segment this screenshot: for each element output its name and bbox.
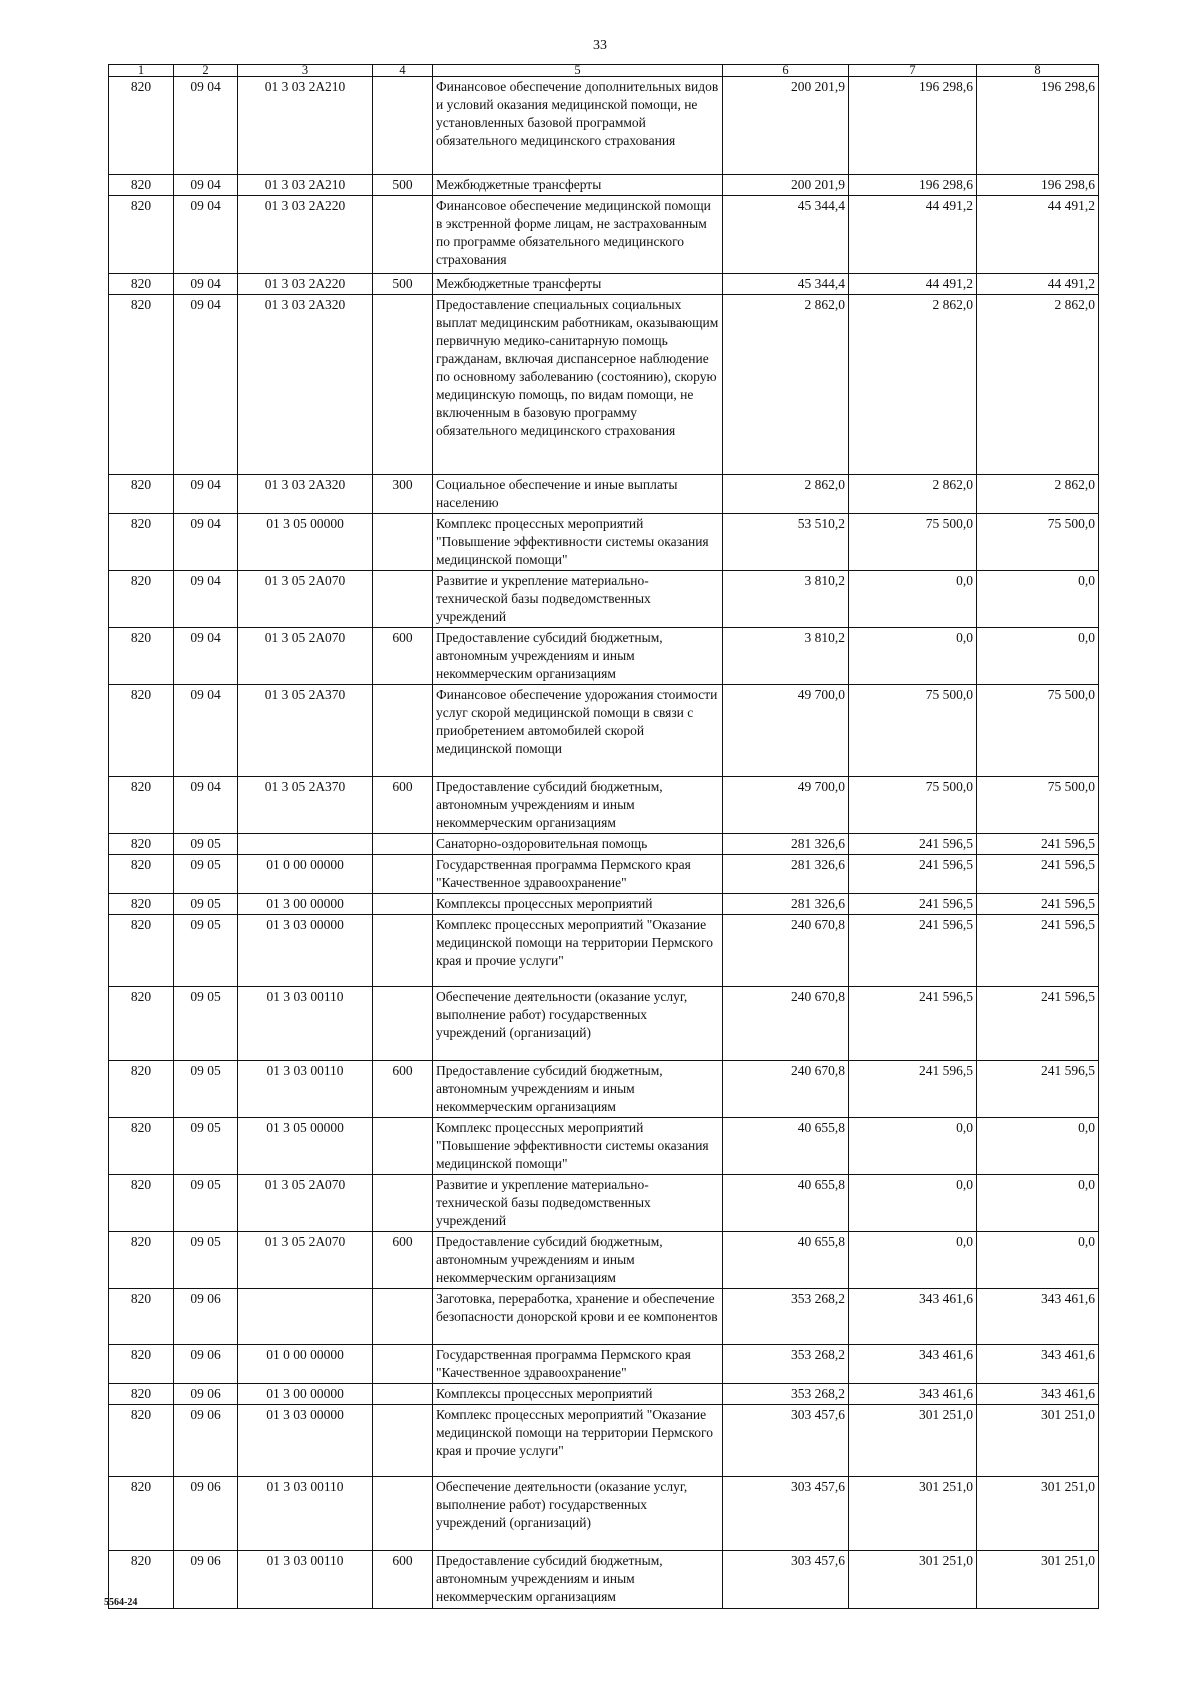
cell-admin-code: 820 (109, 685, 174, 777)
cell-expense-type (373, 1384, 433, 1405)
cell-amount-year-3: 2 862,0 (977, 475, 1099, 514)
cell-admin-code: 820 (109, 1061, 174, 1118)
cell-section-code: 09 06 (174, 1551, 238, 1609)
cell-amount-year-1: 53 510,2 (723, 514, 849, 571)
table-row (109, 1175, 1099, 1232)
cell-admin-code: 820 (109, 834, 174, 855)
cell-amount-year-1: 45 344,4 (723, 196, 849, 274)
cell-amount-year-3: 343 461,6 (977, 1384, 1099, 1405)
cell-amount-year-2: 0,0 (849, 571, 977, 628)
cell-section-code: 09 04 (174, 628, 238, 685)
cell-amount-year-1: 40 655,8 (723, 1118, 849, 1175)
cell-target-code: 01 3 05 2А070 (238, 1175, 373, 1232)
table-row (109, 685, 1099, 777)
cell-amount-year-1: 303 457,6 (723, 1551, 849, 1609)
cell-amount-year-1: 240 670,8 (723, 1061, 849, 1118)
cell-amount-year-2: 241 596,5 (849, 894, 977, 915)
cell-amount-year-2: 0,0 (849, 1118, 977, 1175)
cell-amount-year-2: 0,0 (849, 1175, 977, 1232)
cell-name: Комплексы процессных мероприятий (433, 1384, 723, 1405)
table-row (109, 777, 1099, 834)
cell-expense-type (373, 196, 433, 274)
cell-expense-type: 500 (373, 274, 433, 295)
cell-amount-year-3: 75 500,0 (977, 514, 1099, 571)
cell-section-code: 09 06 (174, 1405, 238, 1477)
cell-expense-type: 300 (373, 475, 433, 514)
cell-section-code: 09 05 (174, 1175, 238, 1232)
table-row (109, 987, 1099, 1061)
cell-section-code: 09 05 (174, 855, 238, 894)
cell-name: Обеспечение деятельности (оказание услуг, выполнение работ) государственных учреждений (организаций) (433, 1477, 723, 1551)
cell-amount-year-3: 241 596,5 (977, 855, 1099, 894)
cell-amount-year-3: 0,0 (977, 1232, 1099, 1289)
table-row (109, 475, 1099, 514)
cell-admin-code: 820 (109, 196, 174, 274)
cell-target-code: 01 3 03 00110 (238, 1477, 373, 1551)
cell-expense-type (373, 1405, 433, 1477)
cell-admin-code: 820 (109, 475, 174, 514)
table-row (109, 1061, 1099, 1118)
cell-admin-code: 820 (109, 915, 174, 987)
cell-amount-year-3: 44 491,2 (977, 196, 1099, 274)
cell-expense-type: 600 (373, 1232, 433, 1289)
cell-amount-year-3: 301 251,0 (977, 1405, 1099, 1477)
cell-name: Социальное обеспечение и иные выплаты населению (433, 475, 723, 514)
cell-target-code: 01 0 00 00000 (238, 1345, 373, 1384)
cell-amount-year-3: 241 596,5 (977, 915, 1099, 987)
cell-name: Комплекс процессных мероприятий "Повышение эффективности системы оказания медицинской помощи" (433, 1118, 723, 1175)
table-row (109, 77, 1099, 175)
cell-expense-type: 600 (373, 777, 433, 834)
cell-name: Предоставление субсидий бюджетным, автономным учреждениям и иным некоммерческим организациям (433, 1061, 723, 1118)
cell-admin-code: 820 (109, 777, 174, 834)
cell-amount-year-1: 200 201,9 (723, 77, 849, 175)
cell-amount-year-2: 196 298,6 (849, 175, 977, 196)
cell-target-code: 01 3 03 2А210 (238, 77, 373, 175)
cell-amount-year-2: 241 596,5 (849, 834, 977, 855)
cell-target-code: 01 3 03 2А320 (238, 475, 373, 514)
cell-admin-code: 820 (109, 894, 174, 915)
table-row (109, 1289, 1099, 1345)
cell-target-code: 01 3 05 2А370 (238, 685, 373, 777)
cell-admin-code: 820 (109, 1232, 174, 1289)
cell-admin-code: 820 (109, 1289, 174, 1345)
cell-target-code: 01 3 05 2А070 (238, 1232, 373, 1289)
col-header-8: 8 (977, 65, 1099, 77)
cell-admin-code: 820 (109, 1118, 174, 1175)
cell-target-code: 01 3 03 2А210 (238, 175, 373, 196)
cell-amount-year-1: 240 670,8 (723, 987, 849, 1061)
table-row (109, 1118, 1099, 1175)
table-row (109, 628, 1099, 685)
cell-amount-year-1: 281 326,6 (723, 834, 849, 855)
table-row (109, 1384, 1099, 1405)
cell-target-code: 01 3 05 00000 (238, 514, 373, 571)
cell-amount-year-2: 0,0 (849, 628, 977, 685)
cell-amount-year-3: 44 491,2 (977, 274, 1099, 295)
cell-section-code: 09 05 (174, 1232, 238, 1289)
table-row (109, 915, 1099, 987)
cell-amount-year-2: 2 862,0 (849, 295, 977, 475)
cell-amount-year-3: 75 500,0 (977, 685, 1099, 777)
col-header-3: 3 (238, 65, 373, 77)
cell-expense-type (373, 987, 433, 1061)
cell-admin-code: 820 (109, 571, 174, 628)
cell-amount-year-1: 240 670,8 (723, 915, 849, 987)
cell-name: Развитие и укрепление материально-технической базы подведомственных учреждений (433, 571, 723, 628)
cell-amount-year-1: 3 810,2 (723, 571, 849, 628)
cell-amount-year-3: 241 596,5 (977, 1061, 1099, 1118)
cell-admin-code: 820 (109, 987, 174, 1061)
cell-amount-year-2: 301 251,0 (849, 1551, 977, 1609)
cell-expense-type (373, 1289, 433, 1345)
cell-expense-type (373, 915, 433, 987)
cell-section-code: 09 06 (174, 1477, 238, 1551)
cell-expense-type (373, 855, 433, 894)
table-row (109, 274, 1099, 295)
cell-section-code: 09 04 (174, 777, 238, 834)
cell-amount-year-2: 0,0 (849, 1232, 977, 1289)
cell-expense-type: 600 (373, 628, 433, 685)
table-row (109, 196, 1099, 274)
cell-admin-code: 820 (109, 295, 174, 475)
table-row (109, 1477, 1099, 1551)
cell-amount-year-1: 45 344,4 (723, 274, 849, 295)
cell-name: Развитие и укрепление материально-технической базы подведомственных учреждений (433, 1175, 723, 1232)
cell-name: Государственная программа Пермского края "Качественное здравоохранение" (433, 1345, 723, 1384)
cell-section-code: 09 06 (174, 1384, 238, 1405)
cell-amount-year-3: 0,0 (977, 628, 1099, 685)
cell-amount-year-1: 281 326,6 (723, 894, 849, 915)
cell-amount-year-1: 303 457,6 (723, 1477, 849, 1551)
cell-name: Предоставление специальных социальных выплат медицинским работникам, оказывающим первичную медико-санитарную помощь гражданам, включая диспансерное наблюдение по основному заболеванию (состоянию), скорую медицинскую помощь, по видам помощи, не включенным в базовую программу обязательного медицинского страхования (433, 295, 723, 475)
cell-target-code: 01 0 00 00000 (238, 855, 373, 894)
cell-amount-year-3: 2 862,0 (977, 295, 1099, 475)
cell-name: Финансовое обеспечение дополнительных видов и условий оказания медицинской помощи, не установленных базовой программой обязательного медицинского страхования (433, 77, 723, 175)
cell-amount-year-1: 353 268,2 (723, 1384, 849, 1405)
cell-amount-year-1: 2 862,0 (723, 295, 849, 475)
cell-target-code: 01 3 05 2А370 (238, 777, 373, 834)
table-row (109, 1232, 1099, 1289)
cell-expense-type (373, 894, 433, 915)
cell-expense-type (373, 1175, 433, 1232)
cell-expense-type (373, 514, 433, 571)
cell-admin-code: 820 (109, 1175, 174, 1232)
cell-amount-year-2: 75 500,0 (849, 777, 977, 834)
cell-admin-code: 820 (109, 77, 174, 175)
cell-admin-code: 820 (109, 1384, 174, 1405)
col-header-6: 6 (723, 65, 849, 77)
col-header-2: 2 (174, 65, 238, 77)
table-row (109, 1405, 1099, 1477)
table-row (109, 514, 1099, 571)
cell-name: Финансовое обеспечение удорожания стоимости услуг скорой медицинской помощи в связи с приобретением автомобилей скорой медицинской помощи (433, 685, 723, 777)
cell-admin-code: 820 (109, 175, 174, 196)
table-row (109, 175, 1099, 196)
cell-section-code: 09 04 (174, 77, 238, 175)
cell-target-code: 01 3 05 00000 (238, 1118, 373, 1175)
cell-target-code: 01 3 05 2А070 (238, 628, 373, 685)
col-header-5: 5 (433, 65, 723, 77)
cell-amount-year-1: 281 326,6 (723, 855, 849, 894)
cell-target-code: 01 3 03 00110 (238, 1551, 373, 1609)
cell-name: Межбюджетные трансферты (433, 274, 723, 295)
cell-name: Заготовка, переработка, хранение и обеспечение безопасности донорской крови и ее компонентов (433, 1289, 723, 1345)
col-header-7: 7 (849, 65, 977, 77)
budget-table (108, 64, 1099, 1609)
cell-admin-code: 820 (109, 1405, 174, 1477)
table-row (109, 1345, 1099, 1384)
cell-target-code: 01 3 03 2А320 (238, 295, 373, 475)
cell-amount-year-3: 301 251,0 (977, 1551, 1099, 1609)
cell-name: Предоставление субсидий бюджетным, автономным учреждениям и иным некоммерческим организациям (433, 1232, 723, 1289)
cell-name: Предоставление субсидий бюджетным, автономным учреждениям и иным некоммерческим организациям (433, 628, 723, 685)
cell-target-code: 01 3 03 00000 (238, 915, 373, 987)
table-row (109, 855, 1099, 894)
cell-expense-type (373, 295, 433, 475)
cell-target-code: 01 3 05 2А070 (238, 571, 373, 628)
cell-amount-year-1: 200 201,9 (723, 175, 849, 196)
cell-amount-year-2: 44 491,2 (849, 196, 977, 274)
cell-amount-year-2: 196 298,6 (849, 77, 977, 175)
cell-target-code: 01 3 03 00110 (238, 987, 373, 1061)
cell-name: Обеспечение деятельности (оказание услуг, выполнение работ) государственных учреждений (организаций) (433, 987, 723, 1061)
cell-target-code: 01 3 03 00000 (238, 1405, 373, 1477)
cell-amount-year-3: 0,0 (977, 1118, 1099, 1175)
table-body (109, 77, 1099, 1609)
cell-expense-type (373, 685, 433, 777)
cell-target-code: 01 3 00 00000 (238, 1384, 373, 1405)
cell-expense-type (373, 834, 433, 855)
cell-section-code: 09 05 (174, 987, 238, 1061)
cell-expense-type (373, 1477, 433, 1551)
table-row (109, 295, 1099, 475)
cell-amount-year-3: 343 461,6 (977, 1345, 1099, 1384)
cell-name: Комплексы процессных мероприятий (433, 894, 723, 915)
cell-amount-year-2: 75 500,0 (849, 514, 977, 571)
cell-amount-year-2: 241 596,5 (849, 855, 977, 894)
cell-target-code (238, 834, 373, 855)
table-row (109, 894, 1099, 915)
cell-section-code: 09 04 (174, 295, 238, 475)
cell-admin-code: 820 (109, 628, 174, 685)
cell-amount-year-3: 0,0 (977, 1175, 1099, 1232)
header-row (109, 65, 1099, 77)
cell-admin-code: 820 (109, 855, 174, 894)
cell-amount-year-3: 196 298,6 (977, 77, 1099, 175)
cell-amount-year-2: 241 596,5 (849, 1061, 977, 1118)
cell-section-code: 09 05 (174, 834, 238, 855)
cell-admin-code: 820 (109, 274, 174, 295)
cell-amount-year-3: 301 251,0 (977, 1477, 1099, 1551)
cell-amount-year-3: 0,0 (977, 571, 1099, 628)
cell-expense-type (373, 1118, 433, 1175)
cell-amount-year-2: 75 500,0 (849, 685, 977, 777)
cell-name: Санаторно-оздоровительная помощь (433, 834, 723, 855)
cell-amount-year-1: 49 700,0 (723, 777, 849, 834)
cell-expense-type (373, 77, 433, 175)
cell-amount-year-2: 343 461,6 (849, 1345, 977, 1384)
cell-section-code: 09 06 (174, 1289, 238, 1345)
cell-amount-year-1: 49 700,0 (723, 685, 849, 777)
cell-amount-year-2: 343 461,6 (849, 1384, 977, 1405)
cell-amount-year-3: 343 461,6 (977, 1289, 1099, 1345)
cell-name: Комплекс процессных мероприятий "Оказание медицинской помощи на территории Пермского края и прочие услуги" (433, 1405, 723, 1477)
cell-amount-year-2: 2 862,0 (849, 475, 977, 514)
cell-name: Предоставление субсидий бюджетным, автономным учреждениям и иным некоммерческим организациям (433, 1551, 723, 1609)
cell-section-code: 09 04 (174, 514, 238, 571)
cell-expense-type: 600 (373, 1061, 433, 1118)
cell-expense-type (373, 571, 433, 628)
cell-amount-year-1: 2 862,0 (723, 475, 849, 514)
table-row (109, 571, 1099, 628)
cell-amount-year-1: 40 655,8 (723, 1232, 849, 1289)
cell-amount-year-1: 3 810,2 (723, 628, 849, 685)
cell-amount-year-3: 241 596,5 (977, 834, 1099, 855)
cell-section-code: 09 04 (174, 175, 238, 196)
cell-expense-type (373, 1345, 433, 1384)
col-header-4: 4 (373, 65, 433, 77)
cell-section-code: 09 05 (174, 1118, 238, 1175)
cell-target-code (238, 1289, 373, 1345)
cell-section-code: 09 04 (174, 571, 238, 628)
cell-admin-code: 820 (109, 1345, 174, 1384)
cell-amount-year-2: 301 251,0 (849, 1405, 977, 1477)
cell-section-code: 09 05 (174, 915, 238, 987)
cell-name: Комплекс процессных мероприятий "Повышение эффективности системы оказания медицинской помощи" (433, 514, 723, 571)
cell-target-code: 01 3 00 00000 (238, 894, 373, 915)
cell-section-code: 09 05 (174, 1061, 238, 1118)
cell-section-code: 09 04 (174, 274, 238, 295)
cell-amount-year-3: 196 298,6 (977, 175, 1099, 196)
cell-section-code: 09 04 (174, 685, 238, 777)
cell-expense-type: 600 (373, 1551, 433, 1609)
cell-expense-type: 500 (373, 175, 433, 196)
cell-amount-year-2: 241 596,5 (849, 915, 977, 987)
cell-amount-year-3: 241 596,5 (977, 987, 1099, 1061)
cell-name: Комплекс процессных мероприятий "Оказание медицинской помощи на территории Пермского края и прочие услуги" (433, 915, 723, 987)
table-row (109, 834, 1099, 855)
cell-amount-year-2: 44 491,2 (849, 274, 977, 295)
cell-admin-code: 820 (109, 1551, 174, 1609)
cell-target-code: 01 3 03 00110 (238, 1061, 373, 1118)
table-row (109, 1551, 1099, 1609)
cell-section-code: 09 06 (174, 1345, 238, 1384)
cell-section-code: 09 05 (174, 894, 238, 915)
cell-amount-year-1: 40 655,8 (723, 1175, 849, 1232)
cell-admin-code: 820 (109, 514, 174, 571)
cell-name: Финансовое обеспечение медицинской помощи в экстренной форме лицам, не застрахованным по программе обязательного медицинского страхования (433, 196, 723, 274)
cell-amount-year-3: 241 596,5 (977, 894, 1099, 915)
cell-target-code: 01 3 03 2А220 (238, 274, 373, 295)
cell-amount-year-1: 353 268,2 (723, 1289, 849, 1345)
document-code: 5564-24 (104, 1597, 138, 1608)
cell-name: Предоставление субсидий бюджетным, автономным учреждениям и иным некоммерческим организациям (433, 777, 723, 834)
cell-amount-year-1: 303 457,6 (723, 1405, 849, 1477)
cell-admin-code: 820 (109, 1477, 174, 1551)
cell-amount-year-1: 353 268,2 (723, 1345, 849, 1384)
page-number: 33 (593, 38, 607, 53)
cell-name: Межбюджетные трансферты (433, 175, 723, 196)
col-header-1: 1 (109, 65, 174, 77)
cell-target-code: 01 3 03 2А220 (238, 196, 373, 274)
cell-amount-year-2: 301 251,0 (849, 1477, 977, 1551)
cell-amount-year-2: 343 461,6 (849, 1289, 977, 1345)
cell-section-code: 09 04 (174, 475, 238, 514)
cell-section-code: 09 04 (174, 196, 238, 274)
cell-amount-year-2: 241 596,5 (849, 987, 977, 1061)
cell-amount-year-3: 75 500,0 (977, 777, 1099, 834)
cell-name: Государственная программа Пермского края "Качественное здравоохранение" (433, 855, 723, 894)
